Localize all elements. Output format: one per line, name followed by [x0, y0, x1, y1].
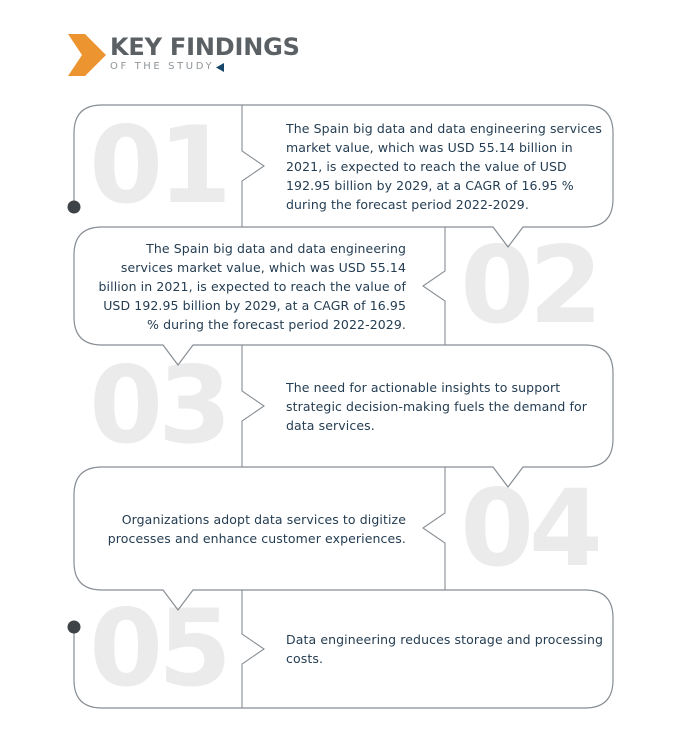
finding-number-04: 04: [460, 466, 598, 590]
finding-text-02: The Spain big data and data engineering services market value, which was USD 55.14 billion in 2021, is expected to reach the value of USD 192.95 billion by 2029, at a CAGR of 16.95 % during the forecast period 2022-2029.: [98, 240, 406, 332]
brand-text-block: [110, 34, 300, 73]
brand-header: [68, 34, 300, 76]
finding-text-04: Organizations adopt data services to digitize processes and enhance customer experiences.: [107, 511, 406, 546]
finding-bubble-05: [74, 587, 613, 710]
navy-left-triangle-icon: [216, 63, 224, 72]
orange-chevron-arrow-icon: [68, 34, 106, 76]
finding-bubble-03: [74, 345, 613, 467]
finding-number-02: 02: [460, 224, 598, 347]
page-title: KEY FINDINGS: [110, 33, 300, 61]
finding-text-03: The need for actionable insights to support strategic decision-making fuels the demand for data services.: [286, 379, 588, 433]
finding-bubble-04: [74, 467, 613, 590]
finding-text-05: Data engineering reduces storage and processing costs.: [286, 632, 604, 666]
finding-bubble-02: [74, 224, 613, 347]
page-subtitle: OF THE STUDY: [110, 61, 215, 72]
finding-number-03: 03: [89, 344, 227, 467]
page-subtitle-row: [110, 61, 300, 73]
finding-number-05: 05: [89, 587, 227, 710]
finding-bubble-01: [74, 105, 613, 227]
finding-text-01: The Spain big data and data engineering services market value, which was USD 55.14 billion in 2021, is expected to reach the value of USD 192.95 billion by 2029, at a CAGR of 16.95 % during the forecast period 2022-2029.: [286, 120, 603, 212]
finding-number-01: 01: [89, 104, 227, 227]
